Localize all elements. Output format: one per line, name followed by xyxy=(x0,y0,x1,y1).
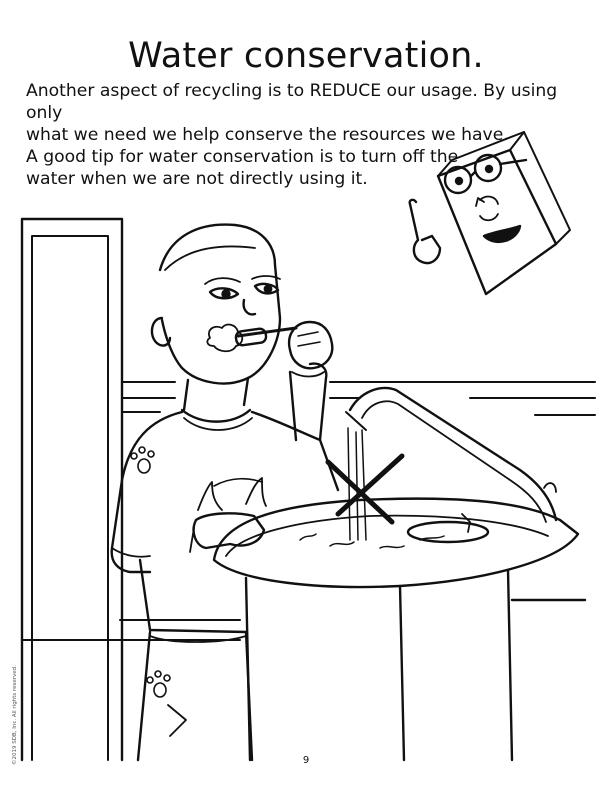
page-title: Water conservation. xyxy=(128,36,484,76)
sink-basin xyxy=(214,499,585,760)
boy-figure xyxy=(112,225,338,760)
recycle-arrows-icon xyxy=(476,197,498,221)
paragraph-line-3: A good tip for water conservation is to turn off the xyxy=(26,147,459,167)
door-frame xyxy=(22,219,122,760)
page-number: 9 xyxy=(302,755,310,766)
recycle-carton-mascot xyxy=(410,132,570,294)
paragraph-line-1: Another aspect of recycling is to REDUCE our usage. By using only xyxy=(26,81,558,123)
copyright-notice: ©2019 SDB, Inc. All rights reserved. xyxy=(12,665,18,765)
paragraph-line-4: water when we are not directly using it. xyxy=(26,169,368,189)
paragraph-line-2: what we need we help conserve the resources we have. xyxy=(26,125,509,145)
